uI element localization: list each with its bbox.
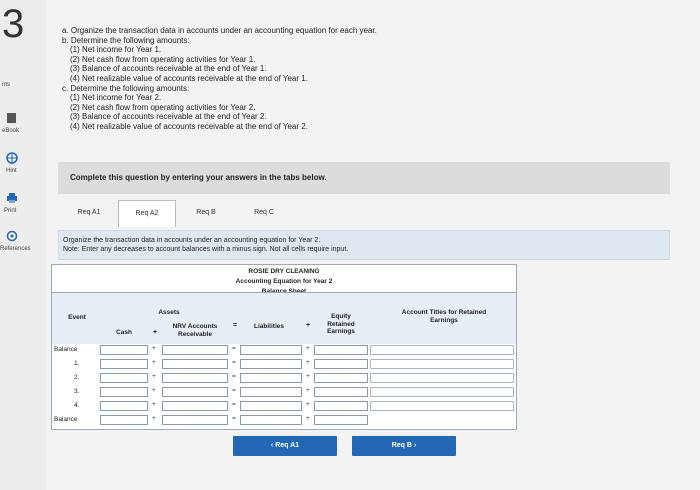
- sidebar-label: Hint: [6, 168, 17, 174]
- row-equals: =: [232, 387, 236, 394]
- liabilities-input[interactable]: [240, 387, 302, 397]
- account-title-select[interactable]: [370, 359, 514, 369]
- nrv-receivable-input[interactable]: [162, 415, 228, 425]
- question-line: c. Determine the following amounts:: [62, 83, 190, 93]
- header-assets: Assets: [158, 309, 180, 316]
- row-plus-2: +: [306, 359, 310, 366]
- row-equals: =: [232, 345, 236, 352]
- row-plus: +: [152, 415, 156, 422]
- liabilities-input[interactable]: [240, 345, 302, 355]
- header-nrv-line2: Receivable: [178, 330, 212, 338]
- tab-req-a2[interactable]: Req A2: [118, 200, 176, 227]
- header-plus: +: [153, 329, 158, 336]
- question-line: (2) Net cash flow from operating activities for Year 1.: [70, 54, 256, 64]
- question-line: (2) Net cash flow from operating activities for Year 2.: [70, 102, 256, 112]
- nrv-receivable-input[interactable]: [162, 345, 228, 355]
- question-line: a. Organize the transaction data in accounts under an accounting equation for each year.: [62, 26, 377, 35]
- row-plus: +: [152, 387, 156, 394]
- instructions-banner: [58, 162, 670, 194]
- instruction-line: Organize the transaction data in accounts under an accounting equation for Year 2.: [63, 237, 321, 244]
- retained-earnings-input[interactable]: [314, 401, 368, 411]
- tab-req-c[interactable]: Req C: [254, 209, 274, 216]
- sidebar-item-hint[interactable]: [0, 152, 46, 176]
- liabilities-input[interactable]: [240, 401, 302, 411]
- sheet-subtitle: Accounting Equation for Year 2: [235, 278, 333, 285]
- chevron-right-icon: ›: [413, 442, 417, 449]
- retained-earnings-input[interactable]: [314, 359, 368, 369]
- cash-input[interactable]: [100, 345, 148, 355]
- cash-input[interactable]: [100, 373, 148, 383]
- retained-earnings-input[interactable]: [314, 415, 368, 425]
- row-equals: =: [232, 373, 236, 380]
- header-account-titles: [372, 309, 516, 324]
- cash-input[interactable]: [100, 415, 148, 425]
- tab-bar: [58, 196, 670, 230]
- question-line: (3) Balance of accounts receivable at the end of Year 2.: [70, 112, 267, 122]
- question-number: 3: [2, 2, 25, 46]
- header-equals: =: [233, 322, 238, 329]
- left-sidebar: [0, 0, 46, 490]
- sidebar-label: References: [0, 246, 31, 252]
- tab-instructions: [58, 230, 670, 260]
- chevron-left-icon: ‹: [270, 442, 274, 449]
- question-line: b. Determine the following amounts:: [62, 35, 190, 45]
- next-req-b-button[interactable]: [352, 436, 456, 456]
- retained-earnings-input[interactable]: [314, 345, 368, 355]
- liabilities-input[interactable]: [240, 359, 302, 369]
- nrv-receivable-input[interactable]: [162, 359, 228, 369]
- prev-button-label: Req A1: [275, 442, 300, 449]
- liabilities-input[interactable]: [240, 373, 302, 383]
- header-titles-line1: Account Titles for Retained: [401, 309, 487, 316]
- row-plus: +: [152, 373, 156, 380]
- row-plus-2: +: [306, 373, 310, 380]
- row-equals: =: [232, 415, 236, 422]
- table-row: [52, 399, 516, 413]
- row-plus: +: [152, 345, 156, 352]
- header-equity-line2: Retained: [327, 320, 355, 328]
- sidebar-item-print[interactable]: [0, 192, 46, 216]
- header-event: Event: [68, 314, 86, 321]
- sidebar-item-ebook[interactable]: [0, 112, 46, 136]
- table-row: [52, 357, 516, 371]
- row-plus: +: [152, 359, 156, 366]
- sidebar-item-points[interactable]: [2, 82, 10, 88]
- account-title-select[interactable]: [370, 401, 514, 411]
- header-liabilities: Liabilities: [254, 323, 284, 330]
- sidebar-label: nts: [2, 82, 11, 88]
- nrv-receivable-input[interactable]: [162, 387, 228, 397]
- account-title-select[interactable]: [370, 373, 514, 383]
- row-label: 3.: [74, 388, 80, 395]
- header-equity-line1: Equity: [331, 313, 351, 320]
- references-icon: [6, 230, 18, 242]
- question-line: (1) Net income for Year 1.: [70, 45, 162, 55]
- header-equity: [314, 313, 368, 336]
- accounting-equation-table: [51, 264, 517, 430]
- sidebar-item-references[interactable]: [0, 230, 46, 254]
- header-nrv: [162, 323, 228, 338]
- question-line: (3) Balance of accounts receivable at the end of Year 1.: [70, 64, 267, 74]
- header-cash: Cash: [116, 329, 132, 336]
- row-label: 4.: [74, 402, 80, 409]
- nrv-receivable-input[interactable]: [162, 373, 228, 383]
- sidebar-label: eBook: [2, 128, 20, 134]
- header-nrv-line1: NRV Accounts: [172, 323, 218, 330]
- account-title-select[interactable]: [370, 345, 514, 355]
- table-row: [52, 413, 516, 427]
- table-row: [52, 343, 516, 357]
- table-row: [52, 371, 516, 385]
- header-plus-2: +: [306, 322, 311, 329]
- row-label: Balance: [54, 416, 78, 423]
- sidebar-label: Print: [4, 208, 17, 214]
- question-text: [62, 26, 377, 132]
- retained-earnings-input[interactable]: [314, 387, 368, 397]
- table-row: [52, 385, 516, 399]
- globe-icon: [6, 152, 18, 164]
- tab-req-a1[interactable]: Req A1: [77, 209, 101, 216]
- cash-input[interactable]: [100, 359, 148, 369]
- printer-icon: [6, 192, 18, 204]
- row-plus-2: +: [306, 401, 310, 408]
- question-line: (4) Net realizable value of accounts receivable at the end of Year 2.: [70, 121, 308, 131]
- row-equals: =: [232, 401, 236, 408]
- instruction-note: Note: Enter any decreases to account balances with a minus sign. Not all cells require input.: [63, 245, 349, 253]
- company-name: ROSIE DRY CLEANING: [248, 268, 320, 275]
- row-plus-2: +: [306, 345, 310, 352]
- cash-input[interactable]: [100, 401, 148, 411]
- row-label: 2.: [74, 374, 80, 381]
- row-plus: +: [152, 401, 156, 408]
- row-label: 1.: [74, 360, 80, 367]
- header-equity-line3: Earnings: [327, 328, 355, 335]
- row-plus-2: +: [306, 415, 310, 422]
- row-label: Balance: [54, 346, 78, 353]
- cash-input[interactable]: [100, 387, 148, 397]
- row-plus-2: +: [306, 387, 310, 394]
- header-titles-line2: Earnings: [430, 316, 458, 324]
- liabilities-input[interactable]: [240, 415, 302, 425]
- account-title-select[interactable]: [370, 387, 514, 397]
- next-button-label: Req B: [391, 442, 412, 449]
- retained-earnings-input[interactable]: [314, 373, 368, 383]
- tab-req-b[interactable]: Req B: [196, 209, 216, 216]
- book-icon: [6, 112, 18, 124]
- banner-text: Complete this question by entering your answers in the tabs below.: [70, 173, 327, 182]
- prev-req-a1-button[interactable]: [233, 436, 337, 456]
- question-line: (4) Net realizable value of accounts receivable at the end of Year 1.: [70, 73, 308, 83]
- row-equals: =: [232, 359, 236, 366]
- question-line: (1) Net income for Year 2.: [70, 93, 162, 103]
- nrv-receivable-input[interactable]: [162, 401, 228, 411]
